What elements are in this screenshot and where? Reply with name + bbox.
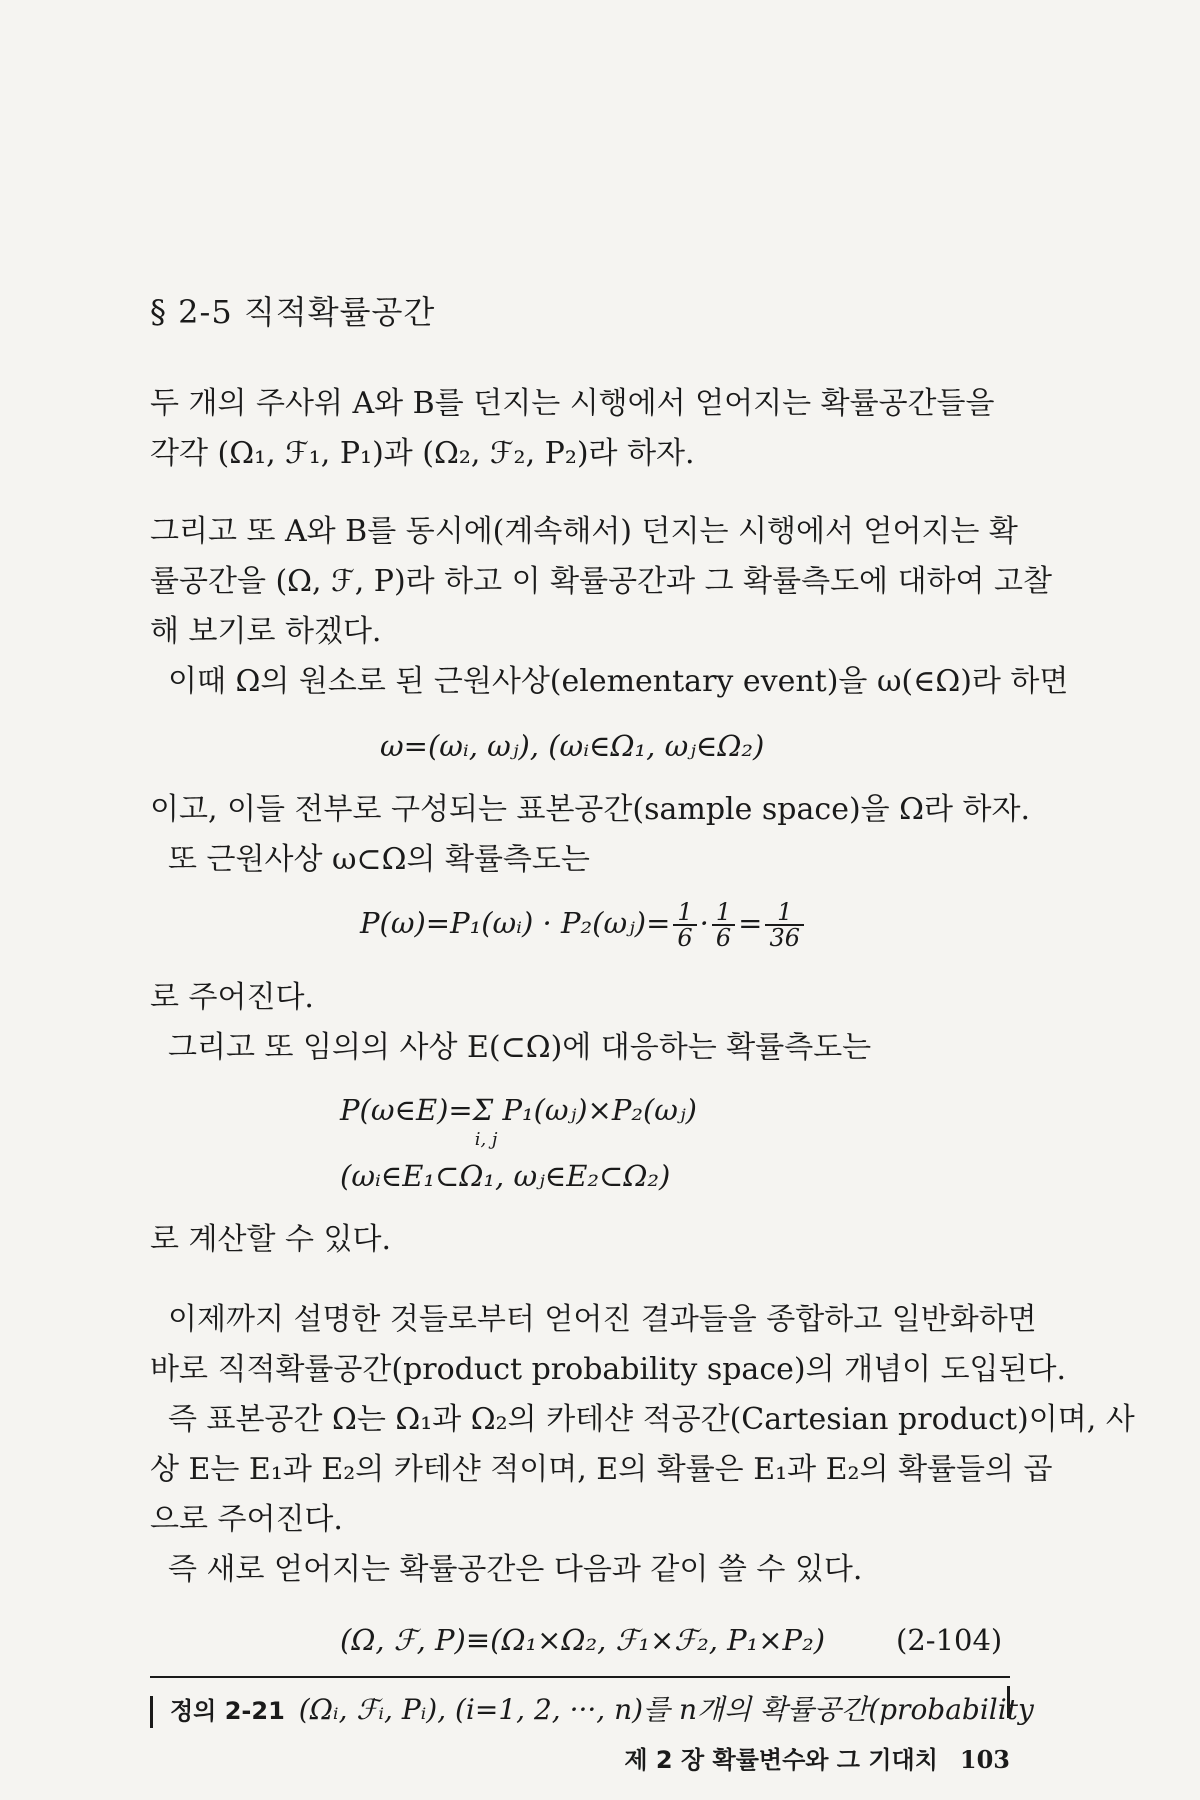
equation-omega: ω=(ωᵢ, ωⱼ), (ωᵢ∈Ω₁, ωⱼ∈Ω₂) bbox=[380, 729, 765, 763]
multiply-dot: · bbox=[699, 906, 709, 940]
definition-body: (Ωᵢ, ℱᵢ, Pᵢ), (i=1, 2, ···, n)를 n개의 확률공간(probability bbox=[298, 1693, 1034, 1726]
chapter-title: 제 2 장 확률변수와 그 기대치 bbox=[624, 1746, 938, 1774]
paragraph-line: 즉 표본공간 Ω는 Ω₁과 Ω₂의 카테샨 적공간(Cartesian product)이며, 사 bbox=[168, 1402, 1135, 1437]
paragraph-line: 로 주어진다. bbox=[150, 980, 314, 1015]
equation-left: P(ω∈E)= bbox=[340, 1093, 473, 1127]
paragraph-line: 상 E는 E₁과 E₂의 카테샨 적이며, E의 확률은 E₁과 E₂의 확률들의 곱 bbox=[150, 1452, 1053, 1487]
fraction bbox=[712, 900, 735, 950]
paragraph-line: 률공간을 (Ω, ℱ, P)라 하고 이 확률공간과 그 확률측도에 대하여 고찰 bbox=[150, 564, 1053, 599]
paragraph-line: 이제까지 설명한 것들로부터 얻어진 결과들을 종합하고 일반화하면 bbox=[168, 1302, 1037, 1337]
paragraph-line: 즉 새로 얻어지는 확률공간은 다음과 같이 쓸 수 있다. bbox=[168, 1552, 863, 1587]
summation bbox=[472, 1090, 498, 1150]
paragraph-line: 이때 Ω의 원소로 된 근원사상(elementary event)을 ω(∈Ω)라 하면 bbox=[168, 664, 1069, 699]
running-footer bbox=[0, 1740, 1010, 1775]
paragraph-line: 으로 주어진다. bbox=[150, 1502, 343, 1537]
fraction-numerator: 1 bbox=[673, 900, 696, 926]
paragraph-line: 이고, 이들 전부로 구성되는 표본공간(sample space)을 Ω라 하자. bbox=[150, 792, 1031, 827]
definition-label: 정의 2-21 bbox=[170, 1697, 285, 1725]
fraction-denominator: 36 bbox=[769, 924, 801, 952]
paragraph-line: 그리고 또 임의의 사상 E(⊂Ω)에 대응하는 확률측도는 bbox=[168, 1030, 872, 1065]
equation-number: (2-104) bbox=[896, 1623, 1003, 1657]
equation-condition: (ωᵢ∈E₁⊂Ω₁, ωⱼ∈E₂⊂Ω₂) bbox=[340, 1159, 671, 1193]
fraction-denominator: 6 bbox=[677, 924, 693, 952]
equation-product-space: (Ω, ℱ, P)≡(Ω₁×Ω₂, ℱ₁×ℱ₂, P₁×P₂) bbox=[340, 1623, 826, 1657]
sum-subscript: i, j bbox=[474, 1129, 498, 1150]
equation-right: P₁(ωⱼ)×P₂(ωⱼ) bbox=[502, 1093, 697, 1127]
page-number: 103 bbox=[959, 1745, 1010, 1774]
fraction-denominator: 6 bbox=[715, 924, 732, 952]
paragraph-line: 그리고 또 A와 B를 동시에(계속해서) 던지는 시행에서 얻어지는 확 bbox=[150, 514, 1018, 549]
definition-box bbox=[150, 1676, 1034, 1730]
fraction bbox=[765, 900, 804, 950]
paragraph-line: 로 계산할 수 있다. bbox=[150, 1222, 392, 1257]
fraction-numerator: 1 bbox=[712, 900, 735, 926]
equation-left: P(ω)=P₁(ωᵢ) · P₂(ωⱼ)= bbox=[360, 906, 671, 940]
paragraph-line: 두 개의 주사위 A와 B를 던지는 시행에서 얻어지는 확률공간들을 bbox=[150, 386, 995, 421]
equation-event-probability bbox=[340, 1090, 697, 1150]
equation-probability bbox=[360, 900, 807, 950]
definition-text-line bbox=[170, 1692, 1034, 1729]
paragraph-line: 또 근원사상 ω⊂Ω의 확률측도는 bbox=[168, 842, 590, 877]
sum-sign: Σ bbox=[472, 1093, 494, 1127]
paragraph-line: 해 보기로 하겠다. bbox=[150, 614, 382, 649]
equals-sign: = bbox=[738, 906, 763, 940]
definition-left-rule bbox=[150, 1696, 153, 1728]
fraction bbox=[673, 900, 696, 950]
paragraph-line: 각각 (Ω₁, ℱ₁, P₁)과 (Ω₂, ℱ₂, P₂)라 하자. bbox=[150, 436, 695, 471]
fraction-numerator: 1 bbox=[765, 900, 804, 926]
paragraph-line: 바로 직적확률공간(product probability space)의 개념이 도입된다. bbox=[150, 1352, 1067, 1387]
section-heading: § 2-5 직적확률공간 bbox=[150, 293, 436, 331]
